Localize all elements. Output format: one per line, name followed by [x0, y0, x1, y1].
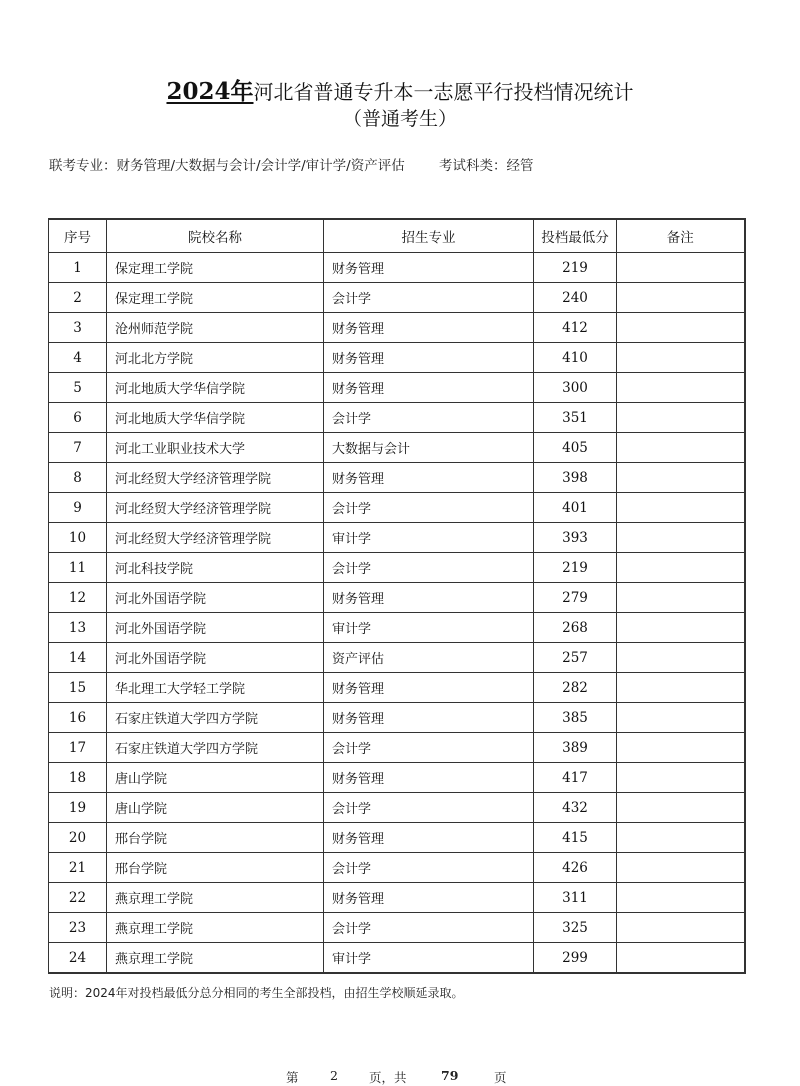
table-row [49, 793, 745, 823]
cell-index: 22 [49, 883, 107, 913]
cell-school: 燕京理工学院 [107, 943, 324, 974]
cell-remark [617, 313, 745, 343]
cell-remark [617, 733, 745, 763]
table-row [49, 643, 745, 673]
table-row [49, 253, 745, 283]
cell-index: 23 [49, 913, 107, 943]
cell-school: 唐山学院 [107, 793, 324, 823]
cell-major: 财务管理 [324, 583, 534, 613]
cell-major: 财务管理 [324, 253, 534, 283]
table-row [49, 433, 745, 463]
table-body [49, 253, 745, 974]
cell-major: 财务管理 [324, 883, 534, 913]
table-row [49, 943, 745, 974]
cell-remark [617, 343, 745, 373]
cell-major: 财务管理 [324, 703, 534, 733]
cell-min-score: 311 [534, 883, 617, 913]
cell-remark [617, 883, 745, 913]
table-row [49, 883, 745, 913]
cell-index: 17 [49, 733, 107, 763]
cell-major: 审计学 [324, 613, 534, 643]
footnote: 说明：2024年对投档最低分总分相同的考生全部投档，由招生学校顺延录取。 [49, 986, 464, 1000]
cell-min-score: 389 [534, 733, 617, 763]
table-row [49, 403, 745, 433]
cell-major: 会计学 [324, 853, 534, 883]
cell-major: 大数据与会计 [324, 433, 534, 463]
table-row [49, 913, 745, 943]
cell-index: 15 [49, 673, 107, 703]
cell-major: 资产评估 [324, 643, 534, 673]
table-header-row [49, 219, 745, 253]
cell-major: 会计学 [324, 553, 534, 583]
cell-school: 燕京理工学院 [107, 883, 324, 913]
cell-min-score: 426 [534, 853, 617, 883]
cell-remark [617, 703, 745, 733]
cell-min-score: 219 [534, 253, 617, 283]
cell-school: 华北理工大学轻工学院 [107, 673, 324, 703]
cell-major: 审计学 [324, 523, 534, 553]
page-title [0, 78, 800, 106]
cell-remark [617, 253, 745, 283]
cell-major: 财务管理 [324, 373, 534, 403]
cell-index: 21 [49, 853, 107, 883]
table-row [49, 553, 745, 583]
cell-remark [617, 943, 745, 974]
table-row [49, 823, 745, 853]
cell-index: 2 [49, 283, 107, 313]
cell-major: 财务管理 [324, 313, 534, 343]
cell-min-score: 257 [534, 643, 617, 673]
table-row [49, 463, 745, 493]
cell-school: 燕京理工学院 [107, 913, 324, 943]
cell-min-score: 300 [534, 373, 617, 403]
cell-index: 11 [49, 553, 107, 583]
cell-remark [617, 763, 745, 793]
cell-min-score: 432 [534, 793, 617, 823]
cell-major: 会计学 [324, 913, 534, 943]
cell-remark [617, 463, 745, 493]
admission-table [48, 218, 746, 974]
cell-school: 唐山学院 [107, 763, 324, 793]
cell-index: 3 [49, 313, 107, 343]
cell-major: 财务管理 [324, 763, 534, 793]
cell-index: 6 [49, 403, 107, 433]
cell-remark [617, 823, 745, 853]
cell-major: 会计学 [324, 403, 534, 433]
cell-min-score: 410 [534, 343, 617, 373]
cell-index: 7 [49, 433, 107, 463]
cell-remark [617, 433, 745, 463]
majors-label: 联考专业： [49, 158, 117, 174]
page-subtitle: （普通考生） [342, 108, 457, 130]
cell-min-score: 385 [534, 703, 617, 733]
table-row [49, 853, 745, 883]
cell-remark [617, 283, 745, 313]
table-row [49, 313, 745, 343]
cell-remark [617, 853, 745, 883]
cell-school: 河北北方学院 [107, 343, 324, 373]
cell-index: 16 [49, 703, 107, 733]
cell-school: 石家庄铁道大学四方学院 [107, 733, 324, 763]
table-row [49, 613, 745, 643]
exam-meta-line [49, 154, 534, 174]
cell-min-score: 412 [534, 313, 617, 343]
header-major: 招生专业 [324, 219, 534, 253]
cell-school: 河北经贸大学经济管理学院 [107, 523, 324, 553]
table-row [49, 733, 745, 763]
cell-major: 会计学 [324, 283, 534, 313]
cell-school: 河北经贸大学经济管理学院 [107, 493, 324, 523]
cell-remark [617, 913, 745, 943]
cell-min-score: 398 [534, 463, 617, 493]
cell-index: 14 [49, 643, 107, 673]
cell-major: 会计学 [324, 793, 534, 823]
cell-min-score: 219 [534, 553, 617, 583]
footer-suffix: 页 [494, 1070, 507, 1085]
cell-major: 财务管理 [324, 823, 534, 853]
cell-index: 4 [49, 343, 107, 373]
cell-min-score: 268 [534, 613, 617, 643]
cell-min-score: 279 [534, 583, 617, 613]
cell-school: 邢台学院 [107, 853, 324, 883]
cell-index: 13 [49, 613, 107, 643]
title-year: 2024年 [166, 78, 254, 105]
cell-remark [617, 373, 745, 403]
cell-min-score: 325 [534, 913, 617, 943]
subject-label: 考试科类： [439, 158, 507, 174]
cell-school: 河北地质大学华信学院 [107, 403, 324, 433]
cell-school: 河北科技学院 [107, 553, 324, 583]
footer-total-pages: 79 [441, 1068, 459, 1083]
table-row [49, 703, 745, 733]
cell-min-score: 417 [534, 763, 617, 793]
page-footer [0, 1068, 800, 1086]
cell-remark [617, 403, 745, 433]
cell-major: 财务管理 [324, 463, 534, 493]
cell-remark [617, 643, 745, 673]
header-min-score: 投档最低分 [534, 219, 617, 253]
cell-school: 河北外国语学院 [107, 613, 324, 643]
table-row [49, 523, 745, 553]
cell-index: 19 [49, 793, 107, 823]
table-row [49, 343, 745, 373]
cell-index: 18 [49, 763, 107, 793]
cell-index: 12 [49, 583, 107, 613]
cell-school: 沧州师范学院 [107, 313, 324, 343]
cell-remark [617, 553, 745, 583]
cell-school: 河北工业职业技术大学 [107, 433, 324, 463]
cell-major: 财务管理 [324, 343, 534, 373]
cell-remark [617, 793, 745, 823]
cell-remark [617, 613, 745, 643]
cell-remark [617, 523, 745, 553]
majors-value: 财务管理/大数据与会计/会计学/审计学/资产评估 [116, 158, 405, 174]
footer-page-number: 2 [330, 1068, 338, 1083]
subject-value: 经管 [506, 158, 534, 174]
table-row [49, 373, 745, 403]
cell-remark [617, 673, 745, 703]
cell-index: 1 [49, 253, 107, 283]
cell-index: 5 [49, 373, 107, 403]
cell-min-score: 401 [534, 493, 617, 523]
table-row [49, 283, 745, 313]
cell-index: 24 [49, 943, 107, 974]
table-row [49, 583, 745, 613]
cell-major: 财务管理 [324, 673, 534, 703]
cell-min-score: 240 [534, 283, 617, 313]
cell-index: 8 [49, 463, 107, 493]
cell-index: 9 [49, 493, 107, 523]
cell-school: 河北地质大学华信学院 [107, 373, 324, 403]
cell-min-score: 405 [534, 433, 617, 463]
header-remark: 备注 [617, 219, 745, 253]
cell-min-score: 351 [534, 403, 617, 433]
cell-school: 河北外国语学院 [107, 583, 324, 613]
cell-remark [617, 493, 745, 523]
cell-school: 保定理工学院 [107, 283, 324, 313]
table-row [49, 673, 745, 703]
footer-prefix: 第 [286, 1070, 299, 1085]
table-row [49, 493, 745, 523]
header-index: 序号 [49, 219, 107, 253]
cell-index: 10 [49, 523, 107, 553]
cell-school: 邢台学院 [107, 823, 324, 853]
cell-school: 河北外国语学院 [107, 643, 324, 673]
footer-mid: 页，共 [369, 1070, 407, 1085]
cell-school: 河北经贸大学经济管理学院 [107, 463, 324, 493]
cell-min-score: 393 [534, 523, 617, 553]
table-row [49, 763, 745, 793]
cell-remark [617, 583, 745, 613]
cell-min-score: 299 [534, 943, 617, 974]
cell-school: 保定理工学院 [107, 253, 324, 283]
cell-major: 审计学 [324, 943, 534, 974]
cell-index: 20 [49, 823, 107, 853]
cell-major: 会计学 [324, 493, 534, 523]
cell-major: 会计学 [324, 733, 534, 763]
header-school: 院校名称 [107, 219, 324, 253]
cell-min-score: 282 [534, 673, 617, 703]
title-text: 河北省普通专升本一志愿平行投档情况统计 [253, 80, 634, 104]
cell-min-score: 415 [534, 823, 617, 853]
cell-school: 石家庄铁道大学四方学院 [107, 703, 324, 733]
